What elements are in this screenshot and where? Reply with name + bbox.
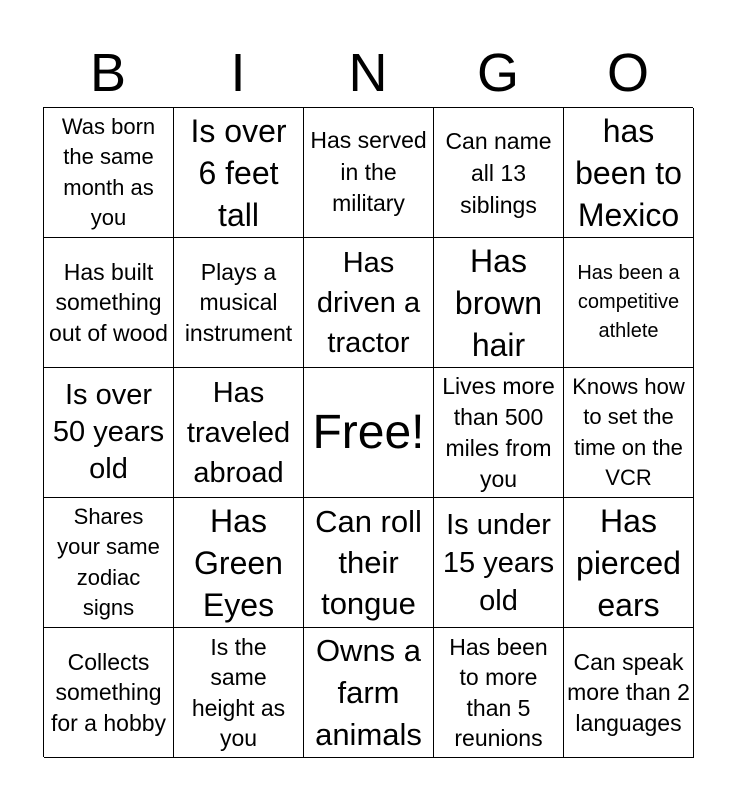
cell-text: Can name all 13 siblings <box>445 127 552 218</box>
cell-text: Is the same height as you <box>191 633 286 751</box>
header-letter-o: O <box>606 43 649 103</box>
cell-text: Is over 6 feet tall <box>190 112 287 233</box>
bingo-board <box>43 107 693 757</box>
bingo-cell-r5-c5 <box>564 628 694 758</box>
cell-text: Has served in the military <box>310 127 427 217</box>
cell-text: Has Green Eyes <box>194 502 283 623</box>
cell-text: Has driven a tractor <box>316 246 421 359</box>
bingo-cell-r1-c2 <box>174 108 304 238</box>
header-letter-b: B <box>89 43 127 103</box>
bingo-cell-r2-c2 <box>174 238 304 368</box>
bingo-cell-r2-c5 <box>564 238 694 368</box>
cell-text: Has brown hair <box>454 242 543 363</box>
bingo-cell-r5-c4 <box>434 628 564 758</box>
cell-text: Can roll their tongue <box>315 504 422 621</box>
cell-text: Has pierced ears <box>576 502 681 623</box>
bingo-cell-r4-c1 <box>44 498 174 628</box>
bingo-cell-r4-c5 <box>564 498 694 628</box>
bingo-cell-r1-c1 <box>44 108 174 238</box>
cell-text: Has been a competitive athlete <box>577 262 680 342</box>
bingo-cell-r5-c1 <box>44 628 174 758</box>
bingo-cell-r3-c1 <box>44 368 174 498</box>
bingo-cell-r4-c2 <box>174 498 304 628</box>
bingo-cell-r2-c1 <box>44 238 174 368</box>
bingo-cell-r2-c3 <box>304 238 434 368</box>
bingo-cell-r1-c5 <box>564 108 694 238</box>
cell-text: Lives more than 500 miles from you <box>442 372 555 492</box>
bingo-cell-r1-c4 <box>434 108 564 238</box>
bingo-cell-r3-c3 <box>304 368 434 498</box>
cell-text: has been to Mexico <box>575 112 682 233</box>
free-space: Free! <box>312 405 425 459</box>
cell-text: Was born the same month as you <box>61 113 156 230</box>
cell-text: Has been to more than 5 reunions <box>449 633 548 751</box>
bingo-cell-r5-c2 <box>174 628 304 758</box>
cell-text: Collects something for a hobby <box>50 648 167 736</box>
cell-text: Has built something out of wood <box>49 258 168 346</box>
bingo-cell-r3-c5 <box>564 368 694 498</box>
bingo-cell-r1-c3 <box>304 108 434 238</box>
cell-text: Knows how to set the time on the VCR <box>572 373 685 490</box>
cell-text: Plays a musical instrument <box>184 258 293 346</box>
header-letter-n: N <box>348 43 388 103</box>
bingo-header <box>43 40 693 106</box>
cell-text: Shares your same zodiac signs <box>57 503 160 620</box>
cell-text: Can speak more than 2 languages <box>567 648 690 736</box>
header-letter-i: I <box>230 43 246 103</box>
bingo-cell-r3-c2 <box>174 368 304 498</box>
bingo-cell-r2-c4 <box>434 238 564 368</box>
cell-text: Is under 15 years old <box>442 508 555 617</box>
cell-text: Owns a farm animals <box>315 632 422 752</box>
bingo-cell-r4-c4 <box>434 498 564 628</box>
cell-text: Has traveled abroad <box>186 376 291 489</box>
header-letter-g: G <box>476 43 519 103</box>
bingo-cell-r4-c3 <box>304 498 434 628</box>
cell-text: Is over 50 years old <box>52 379 165 485</box>
bingo-cell-r5-c3 <box>304 628 434 758</box>
bingo-cell-r3-c4 <box>434 368 564 498</box>
